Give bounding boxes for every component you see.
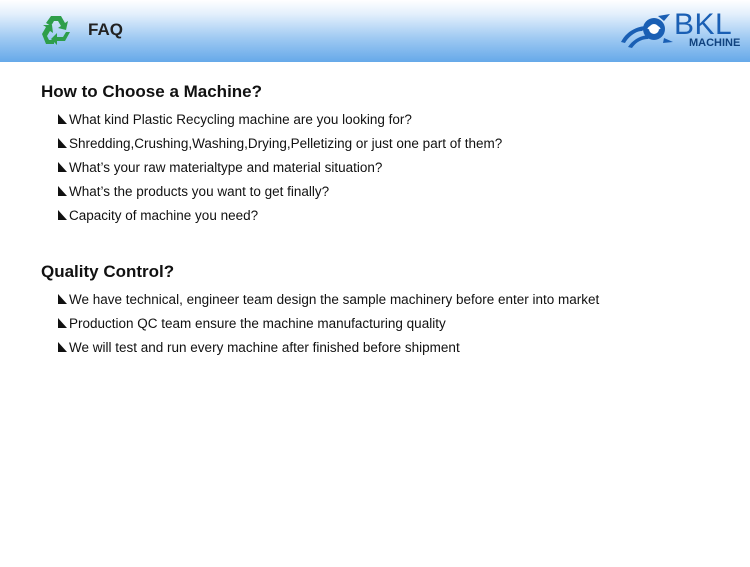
triangle-bullet-icon — [58, 318, 67, 328]
list-item — [41, 180, 502, 204]
company-logo — [618, 10, 746, 52]
list-item-text: Capacity of machine you need? — [69, 208, 259, 223]
list-item — [41, 312, 599, 336]
triangle-bullet-icon — [58, 114, 67, 124]
list-item-text: What’s your raw materialtype and material situation? — [69, 160, 383, 175]
list-item — [41, 108, 502, 132]
page-title: FAQ — [88, 20, 123, 39]
section-quality-control — [41, 262, 599, 360]
list-item-text: What’s the products you want to get finally? — [69, 184, 330, 199]
list-item-text: What kind Plastic Recycling machine are you looking for? — [69, 112, 412, 127]
list-item — [41, 132, 502, 156]
list-item-text: Production QC team ensure the machine manufacturing quality — [69, 316, 446, 331]
triangle-bullet-icon — [58, 138, 67, 148]
logo-wordmark: BKL — [674, 8, 733, 41]
section-choose-machine — [41, 82, 502, 228]
triangle-bullet-icon — [58, 294, 67, 304]
triangle-bullet-icon — [58, 210, 67, 220]
section-title: How to Choose a Machine? — [41, 82, 263, 101]
section-title: Quality Control? — [41, 262, 175, 281]
list-item-text: Shredding,Crushing,Washing,Drying,Pelletizing or just one part of them? — [69, 136, 503, 151]
list-item — [41, 288, 599, 312]
list-item — [41, 156, 502, 180]
recycle-icon — [38, 12, 74, 48]
triangle-bullet-icon — [58, 342, 67, 352]
list-item — [41, 336, 599, 360]
list-item — [41, 204, 502, 228]
triangle-bullet-icon — [58, 186, 67, 196]
question-list — [41, 108, 502, 228]
header-banner — [0, 0, 750, 62]
triangle-bullet-icon — [58, 162, 67, 172]
bkl-logo-icon — [618, 12, 674, 50]
list-item-text: We have technical, engineer team design the sample machinery before enter into market — [69, 292, 600, 307]
logo-subtitle: MACHINE — [689, 37, 741, 49]
quality-list — [41, 288, 599, 360]
list-item-text: We will test and run every machine after finished before shipment — [69, 340, 460, 355]
